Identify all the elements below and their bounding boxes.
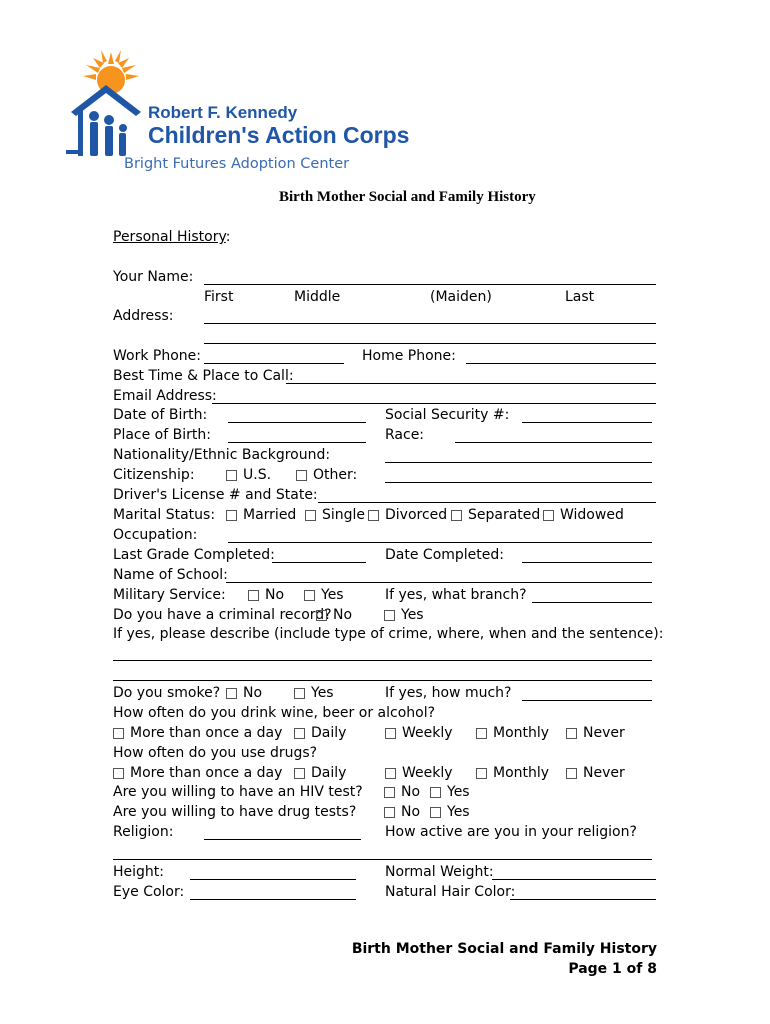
citizenship-other-field[interactable] (385, 482, 652, 483)
marital-single-option[interactable] (305, 506, 365, 524)
checkbox-icon[interactable] (476, 728, 487, 739)
name-last-label: Last (565, 289, 595, 305)
date-completed-field[interactable] (522, 562, 652, 563)
checkbox-icon[interactable] (384, 787, 395, 798)
drug-tests-question: Are you willing to have drug tests? (113, 804, 357, 820)
marital-divorced-option[interactable] (368, 506, 447, 524)
checkbox-icon[interactable] (296, 470, 307, 481)
house-family-icon (66, 85, 141, 156)
alcohol-monthly-label: Monthly (493, 725, 550, 741)
home-phone-label: Home Phone: (362, 348, 456, 364)
checkbox-icon[interactable] (385, 728, 396, 739)
criminal-describe-field-2[interactable] (113, 680, 652, 681)
hiv-no-option[interactable] (384, 783, 420, 801)
marital-widowed-label: Widowed (560, 507, 624, 523)
work-phone-field[interactable] (204, 363, 344, 364)
drugs-weekly-option[interactable] (385, 764, 453, 782)
hiv-no-label: No (401, 784, 421, 800)
checkbox-icon[interactable] (294, 728, 305, 739)
logo-tagline: Bright Futures Adoption Center (124, 156, 350, 172)
checkbox-icon[interactable] (430, 787, 441, 798)
dob-field[interactable] (228, 422, 366, 423)
alcohol-question: How often do you drink wine, beer or alcohol? (113, 705, 436, 721)
military-no-option[interactable] (248, 586, 284, 604)
checkbox-icon[interactable] (566, 728, 577, 739)
drivers-license-field[interactable] (318, 502, 656, 503)
occupation-field[interactable] (228, 542, 652, 543)
section-heading-text: Personal History (113, 229, 226, 245)
drugs-daily-label: Daily (311, 765, 347, 781)
checkbox-icon[interactable] (226, 470, 237, 481)
ssn-label: Social Security #: (385, 407, 510, 423)
race-field[interactable] (455, 442, 652, 443)
drugs-never-option[interactable] (566, 764, 625, 782)
checkbox-icon[interactable] (226, 510, 237, 521)
hiv-yes-label: Yes (447, 784, 470, 800)
email-field[interactable] (212, 403, 656, 404)
criminal-no-option[interactable] (316, 606, 352, 624)
document-title: Birth Mother Social and Family History (279, 189, 536, 205)
address-label: Address: (113, 308, 174, 324)
your-name-label: Your Name: (113, 269, 194, 285)
hair-color-field[interactable] (510, 899, 656, 900)
dob-label: Date of Birth: (113, 407, 208, 423)
drugs-monthly-label: Monthly (493, 765, 550, 781)
how-much-field[interactable] (522, 700, 652, 701)
marital-separated-option[interactable] (451, 506, 540, 524)
email-label: Email Address: (113, 388, 217, 404)
branch-field[interactable] (532, 602, 652, 603)
last-grade-field[interactable] (272, 562, 366, 563)
rfk-logo (66, 50, 410, 175)
alcohol-more-than-once-label: More than once a day (130, 725, 283, 741)
eye-color-field[interactable] (190, 899, 356, 900)
checkbox-icon[interactable] (294, 688, 305, 699)
religion-label: Religion: (113, 824, 174, 840)
drugs-weekly-label: Weekly (402, 765, 453, 781)
drivers-license-label: Driver's License # and State: (113, 487, 318, 503)
school-label: Name of School: (113, 567, 228, 583)
logo-line2: Children's Action Corps (148, 122, 410, 148)
section-heading-colon: : (225, 229, 231, 245)
hair-color-label: Natural Hair Color: (385, 884, 516, 900)
checkbox-icon[interactable] (384, 807, 395, 818)
normal-weight-field[interactable] (492, 879, 656, 880)
checkbox-icon[interactable] (294, 768, 305, 779)
military-label: Military Service: (113, 587, 226, 603)
section-heading (113, 228, 230, 246)
citizenship-other-option[interactable] (296, 466, 357, 484)
drug-tests-yes-label: Yes (447, 804, 470, 820)
nationality-field[interactable] (385, 462, 652, 463)
criminal-yes-option[interactable] (384, 606, 424, 624)
religion-active-field[interactable] (113, 859, 652, 860)
address-field-2[interactable] (204, 343, 656, 344)
how-much-label: If yes, how much? (385, 685, 512, 701)
smoke-no-label: No (243, 685, 263, 701)
alcohol-weekly-label: Weekly (402, 725, 453, 741)
drugs-more-than-once-option[interactable] (113, 764, 282, 782)
your-name-field[interactable] (204, 284, 656, 285)
best-time-label: Best Time & Place to Call: (113, 368, 294, 384)
military-yes-label: Yes (321, 587, 344, 603)
drug-tests-yes-option[interactable] (430, 803, 470, 821)
drugs-monthly-option[interactable] (476, 764, 549, 782)
criminal-no-label: No (333, 607, 353, 623)
criminal-describe-field-1[interactable] (113, 660, 652, 661)
footer-page-number: Page 1 of 8 (568, 961, 657, 977)
address-field-1[interactable] (204, 323, 656, 324)
military-yes-option[interactable] (304, 586, 344, 604)
checkbox-icon[interactable] (384, 610, 395, 621)
religion-active-question: How active are you in your religion? (385, 824, 637, 840)
alcohol-weekly-option[interactable] (385, 724, 453, 742)
race-label: Race: (385, 427, 425, 443)
alcohol-daily-option[interactable] (294, 724, 346, 742)
military-no-label: No (265, 587, 285, 603)
checkbox-icon[interactable] (113, 768, 124, 779)
marital-separated-label: Separated (468, 507, 541, 523)
normal-weight-label: Normal Weight: (385, 864, 494, 880)
smoke-label: Do you smoke? (113, 685, 221, 701)
citizenship-other-label: Other: (313, 467, 358, 483)
name-first-label: First (204, 289, 234, 305)
branch-label: If yes, what branch? (385, 587, 527, 603)
marital-married-option[interactable] (226, 506, 296, 524)
nationality-label: Nationality/Ethnic Background: (113, 447, 331, 463)
date-completed-label: Date Completed: (385, 547, 504, 563)
checkbox-icon[interactable] (430, 807, 441, 818)
checkbox-icon[interactable] (566, 768, 577, 779)
drugs-daily-option[interactable] (294, 764, 346, 782)
criminal-yes-label: Yes (401, 607, 424, 623)
criminal-describe-label: If yes, please describe (include type of crime, where, when and the sentence): (113, 626, 664, 642)
citizenship-label: Citizenship: (113, 467, 195, 483)
checkbox-icon[interactable] (304, 590, 315, 601)
footer-title: Birth Mother Social and Family History (351, 941, 657, 957)
eye-color-label: Eye Color: (113, 884, 185, 900)
religion-field[interactable] (204, 839, 361, 840)
logo-line1: Robert F. Kennedy (148, 103, 298, 122)
checkbox-icon[interactable] (226, 688, 237, 699)
work-phone-label: Work Phone: (113, 348, 201, 364)
drugs-more-than-once-label: More than once a day (130, 765, 283, 781)
last-grade-label: Last Grade Completed: (113, 547, 275, 563)
criminal-label: Do you have a criminal record? (113, 607, 332, 623)
citizenship-us-label: U.S. (243, 467, 272, 483)
checkbox-icon[interactable] (368, 510, 379, 521)
drugs-never-label: Never (583, 765, 625, 781)
school-field[interactable] (226, 582, 652, 583)
checkbox-icon[interactable] (248, 590, 259, 601)
alcohol-never-option[interactable] (566, 724, 625, 742)
alcohol-more-than-once-option[interactable] (113, 724, 282, 742)
checkbox-icon[interactable] (305, 510, 316, 521)
height-field[interactable] (190, 879, 356, 880)
alcohol-never-label: Never (583, 725, 625, 741)
smoke-yes-label: Yes (311, 685, 334, 701)
checkbox-icon[interactable] (385, 768, 396, 779)
pob-field[interactable] (228, 442, 366, 443)
occupation-label: Occupation: (113, 527, 198, 543)
drug-tests-no-option[interactable] (384, 803, 420, 821)
marital-status-label: Marital Status: (113, 507, 216, 523)
marital-widowed-option[interactable] (543, 506, 624, 524)
name-maiden-label: (Maiden) (430, 289, 492, 305)
best-time-field[interactable] (286, 383, 656, 384)
hiv-question: Are you willing to have an HIV test? (113, 784, 363, 800)
smoke-no-option[interactable] (226, 684, 262, 702)
sun-icon (83, 50, 139, 94)
name-middle-label: Middle (294, 289, 341, 305)
checkbox-icon[interactable] (316, 610, 327, 621)
checkbox-icon[interactable] (476, 768, 487, 779)
marital-married-label: Married (243, 507, 297, 523)
smoke-yes-option[interactable] (294, 684, 334, 702)
height-label: Height: (113, 864, 164, 880)
alcohol-monthly-option[interactable] (476, 724, 549, 742)
hiv-yes-option[interactable] (430, 783, 470, 801)
drugs-question: How often do you use drugs? (113, 745, 318, 761)
pob-label: Place of Birth: (113, 427, 211, 443)
checkbox-icon[interactable] (113, 728, 124, 739)
drug-tests-no-label: No (401, 804, 421, 820)
marital-single-label: Single (322, 507, 366, 523)
alcohol-daily-label: Daily (311, 725, 347, 741)
checkbox-icon[interactable] (451, 510, 462, 521)
marital-divorced-label: Divorced (385, 507, 448, 523)
ssn-field[interactable] (522, 422, 652, 423)
citizenship-us-option[interactable] (226, 466, 271, 484)
home-phone-field[interactable] (466, 363, 656, 364)
checkbox-icon[interactable] (543, 510, 554, 521)
